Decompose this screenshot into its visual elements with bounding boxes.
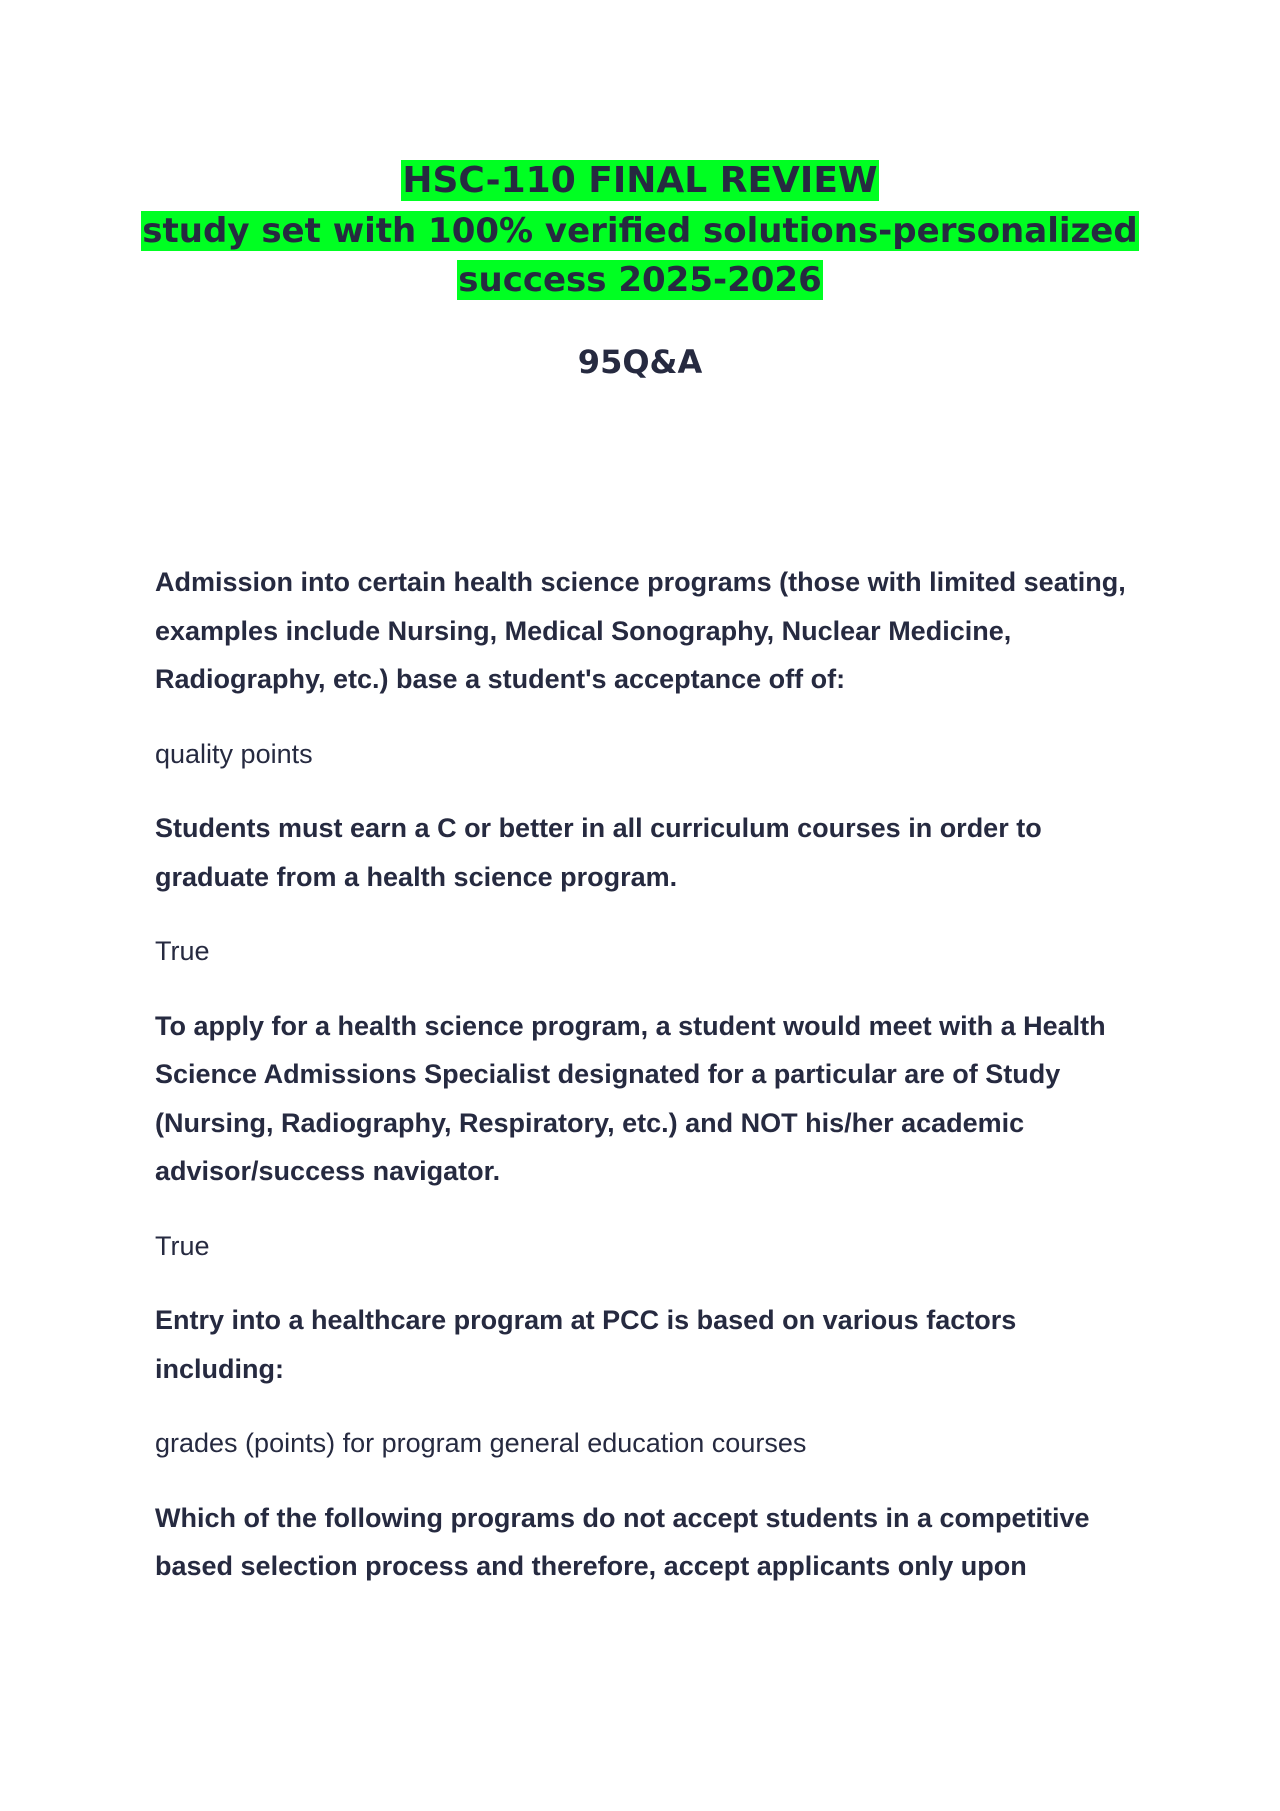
subtitle-line-1 (141, 207, 1138, 256)
qa-list (155, 558, 1135, 1617)
answer-2: True (155, 936, 210, 966)
question-2: Students must earn a C or better in all curriculum courses in order to graduate from a health science program. (155, 813, 1042, 892)
document-subtitle-part-1: study set with 100% verified solutions-personalized (142, 211, 1138, 251)
question-4: Entry into a healthcare program at PCC is based on various factors including: (155, 1305, 1017, 1384)
question-5: Which of the following programs do not accept students in a competitive based selection process and therefore, accept applicants only upon (155, 1502, 1090, 1581)
document-title: HSC-110 FINAL REVIEW (402, 160, 878, 201)
answer-1: quality points (155, 738, 313, 769)
answer-3: True (155, 1230, 210, 1261)
document-header (0, 155, 1280, 305)
document-subtitle-part-2: success 2025-2026 (458, 260, 822, 300)
question-1: Admission into certain health science programs (those with limited seating, examples include Nursing, Medical Sonography, Nuclear Medicine, Radiography, etc.) base a student's acceptance off of: (155, 567, 1126, 694)
subtitle-line-2 (457, 256, 823, 305)
qa-count: 95Q&A (577, 343, 703, 381)
question-3: To apply for a health science program, a student would meet with a Health Science Admissions Specialist designated for a particular are of Study (Nursing, Radiography, Respiratory, etc.) and NOT his/her academic advisor/success navigator. (155, 1010, 1106, 1186)
answer-4: grades (points) for program general education courses (155, 1428, 807, 1458)
title-line (401, 155, 878, 207)
